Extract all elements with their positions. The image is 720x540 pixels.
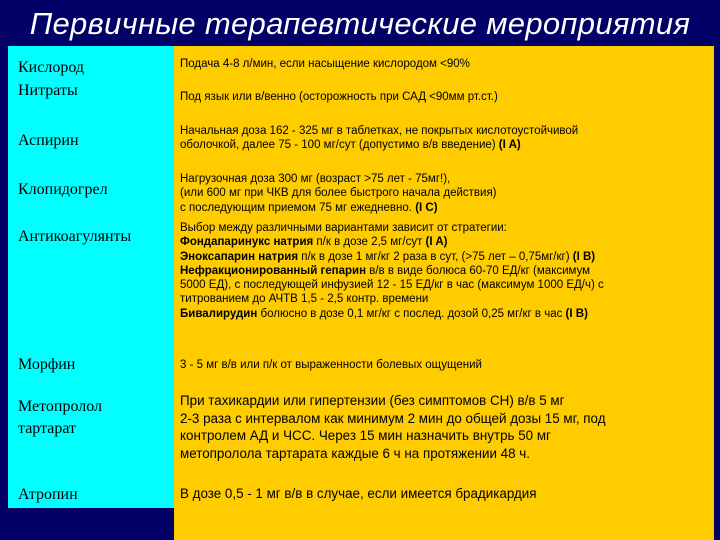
aspirin-line: Начальная доза 162 - 325 мг в таблетках, не покрытых кислотоустойчивой — [180, 125, 579, 137]
label-aspirin: Аспирин — [18, 132, 79, 149]
anticoagulant-line: титрованием до АЧТВ 1,5 - 2,5 контр. времени — [180, 293, 429, 306]
text-atropine: В дозе 0,5 - 1 мг в/в в случае, если имеется брадикардия — [180, 486, 537, 501]
metoprolol-line: контролем АД и ЧСС. Через 15 мин назначить внутрь 50 мг — [180, 428, 551, 443]
text-metoprolol — [180, 392, 705, 462]
evidence-level: (I C) — [415, 201, 438, 214]
label-anticoagulants: Антикоагулянты — [18, 228, 132, 245]
text-morphine: 3 - 5 мг в/в или п/к от выраженности болевых ощущений — [180, 359, 482, 371]
anticoagulant-line: Эноксапарин натрия п/к в дозе 1 мг/кг 2 раза в сут, (>75 лет – 0,75мг/кг) (I B) — [180, 250, 596, 263]
anticoagulant-line: Выбор между различными вариантами зависит от стратегии: — [180, 222, 507, 234]
metoprolol-line: 2-3 раза с интервалом как минимум 2 мин до общей дозы 15 мг, под — [180, 410, 606, 426]
label-oxygen: Кислород — [18, 59, 84, 76]
label-clopidogrel: Клопидогрел — [18, 181, 108, 198]
label-metoprolol-2: тартарат — [18, 420, 77, 437]
text-aspirin — [180, 124, 705, 153]
label-metoprolol: Метопролол — [18, 398, 103, 415]
text-oxygen: Подача 4-8 л/мин, если насыщение кислородом <90% — [180, 58, 470, 70]
clopidogrel-line: с последующим приемом 75 мг ежедневно. (I C) — [180, 201, 438, 214]
clopidogrel-line: (или 600 мг при ЧКВ для более быстрого начала действия) — [180, 187, 497, 200]
slide-title: Первичные терапевтические мероприятия — [29, 6, 691, 41]
clopidogrel-line: Нагрузочная доза 300 мг (возраст >75 лет - 75мг!), — [180, 173, 451, 185]
label-atropine: Атропин — [18, 486, 78, 503]
metoprolol-line: метопролола тартарата каждые 6 ч на протяжении 48 ч. — [180, 445, 530, 461]
text-anticoagulants — [180, 221, 705, 321]
aspirin-line: оболочкой, далее 75 - 100 мг/сут (допустимо в/в введение) (I A) — [180, 139, 521, 152]
text-nitrates: Под язык или в/венно (осторожность при САД <90мм рт.ст.) — [180, 91, 498, 103]
evidence-level: (I A) — [498, 139, 521, 152]
anticoagulant-line: Бивалирудин болюсно в дозе 0,1 мг/кг с послед. дозой 0,25 мг/кг в час (I B) — [180, 307, 588, 320]
anticoagulant-line: Нефракционированный гепарин в/в в виде болюса 60-70 ЕД/кг (максимум — [180, 264, 591, 277]
anticoagulant-line: 5000 ЕД), с последующей инфузией 12 - 15 ЕД/кг в час (максимум 1000 ЕД/ч) с — [180, 279, 604, 292]
anticoagulant-line: Фондапаринукс натрия п/к в дозе 2,5 мг/сут (I A) — [180, 236, 448, 249]
metoprolol-line: При тахикардии или гипертензии (без симптомов СН) в/в 5 мг — [180, 393, 565, 408]
label-morphine: Морфин — [18, 356, 76, 373]
text-clopidogrel — [180, 172, 705, 215]
label-nitrates: Нитраты — [18, 82, 78, 99]
